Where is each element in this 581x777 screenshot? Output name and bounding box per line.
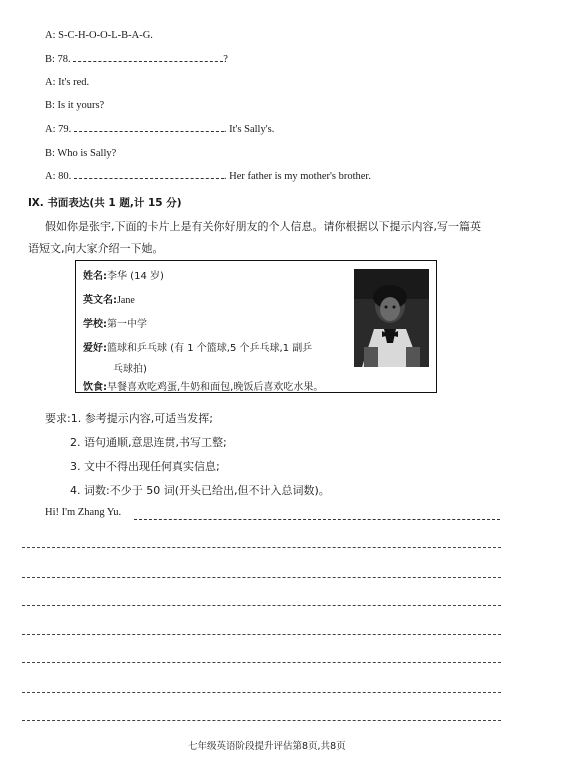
section-heading: Ⅸ. 书面表达(共 1 题,计 15 分)	[28, 197, 182, 209]
dialogue-line-3	[45, 77, 89, 88]
card-hobby-row-continued	[113, 360, 147, 375]
dialogue-suffix: . Her father is my mother's brother.	[223, 171, 371, 182]
requirement-item-2: 2. 语句通顺,意思连贯,书写工整;	[70, 436, 227, 449]
dialogue-text: Is it yours?	[57, 100, 105, 111]
speaker-label: B:	[45, 100, 55, 111]
dialogue-line-2	[45, 54, 228, 65]
speaker-label: A:	[45, 171, 56, 182]
answer-blank-80[interactable]	[74, 177, 224, 179]
card-school-row	[83, 315, 147, 330]
writing-line[interactable]	[22, 546, 501, 548]
girl-photo	[354, 269, 429, 367]
card-name-value: 李华 (14 岁)	[107, 271, 164, 282]
info-card	[75, 260, 437, 393]
requirement-item-4: 4. 词数:不少于 50 词(开头已给出,但不计入总词数)。	[70, 484, 330, 497]
card-english-label: 英文名:	[83, 295, 117, 306]
dialogue-line-1	[45, 30, 153, 41]
requirements-line-1	[45, 410, 213, 426]
answer-blank-78[interactable]	[73, 60, 223, 62]
card-diet-row	[83, 378, 323, 393]
question-number: 80.	[58, 171, 72, 182]
dialogue-text: It's red.	[58, 77, 90, 88]
card-diet-label: 饮食:	[83, 382, 107, 393]
speaker-label: B:	[45, 148, 55, 159]
writing-opening: Hi! I'm Zhang Yu.	[45, 507, 122, 518]
card-school-value: 第一中学	[107, 319, 147, 330]
writing-line[interactable]	[22, 576, 501, 578]
page-footer: 七年级英语阶段提升评估第8页,共8页	[188, 741, 346, 752]
requirements-label: 要求:	[45, 412, 71, 425]
speaker-label: B:	[45, 54, 55, 65]
card-english-value: Jane	[117, 295, 135, 306]
card-hobby-label: 爱好:	[83, 343, 107, 354]
requirement-item-3: 3. 文中不得出现任何真实信息;	[70, 460, 220, 473]
card-hobby-value-1: 篮球和乒乓球 (有 1 个篮球,5 个乒乓球,1 副乒	[107, 343, 313, 354]
dialogue-line-6	[45, 148, 116, 159]
writing-line[interactable]	[22, 661, 501, 663]
dialogue-line-7	[45, 171, 371, 182]
card-name-label: 姓名:	[83, 271, 107, 282]
card-hobby-row	[83, 339, 312, 354]
speaker-label: A:	[45, 30, 56, 41]
question-number: 78.	[57, 54, 71, 65]
question-number: 79.	[58, 124, 72, 135]
speaker-label: A:	[45, 77, 56, 88]
writing-line-first[interactable]	[134, 518, 500, 520]
dialogue-text: Who is Sally?	[57, 148, 117, 159]
writing-line[interactable]	[22, 604, 501, 606]
section-intro-line-2: 语短文,向大家介绍一下她。	[28, 242, 164, 255]
card-english-row	[83, 291, 135, 306]
card-school-label: 学校:	[83, 319, 107, 330]
answer-blank-79[interactable]	[74, 130, 224, 132]
card-name-row	[83, 267, 164, 282]
dialogue-text: S-C-H-O-O-L-B-A-G.	[58, 30, 153, 41]
dialogue-line-5	[45, 124, 274, 135]
speaker-label: A:	[45, 124, 56, 135]
card-diet-value: 早餐喜欢吃鸡蛋,牛奶和面包,晚饭后喜欢吃水果。	[107, 382, 324, 393]
dialogue-suffix: . It's Sally's.	[223, 124, 275, 135]
dialogue-suffix: ?	[223, 54, 228, 65]
section-intro-line-1: 假如你是张宇,下面的卡片上是有关你好朋友的个人信息。请你根据以下提示内容,写一篇英	[45, 220, 481, 233]
requirement-item-1: 1. 参考提示内容,可适当发挥;	[70, 412, 213, 425]
dialogue-line-4	[45, 100, 104, 111]
writing-line[interactable]	[22, 691, 501, 693]
writing-line[interactable]	[22, 633, 501, 635]
writing-opening-line	[45, 507, 121, 518]
writing-line[interactable]	[22, 719, 501, 721]
card-hobby-value-2: 乓球拍)	[113, 364, 147, 375]
